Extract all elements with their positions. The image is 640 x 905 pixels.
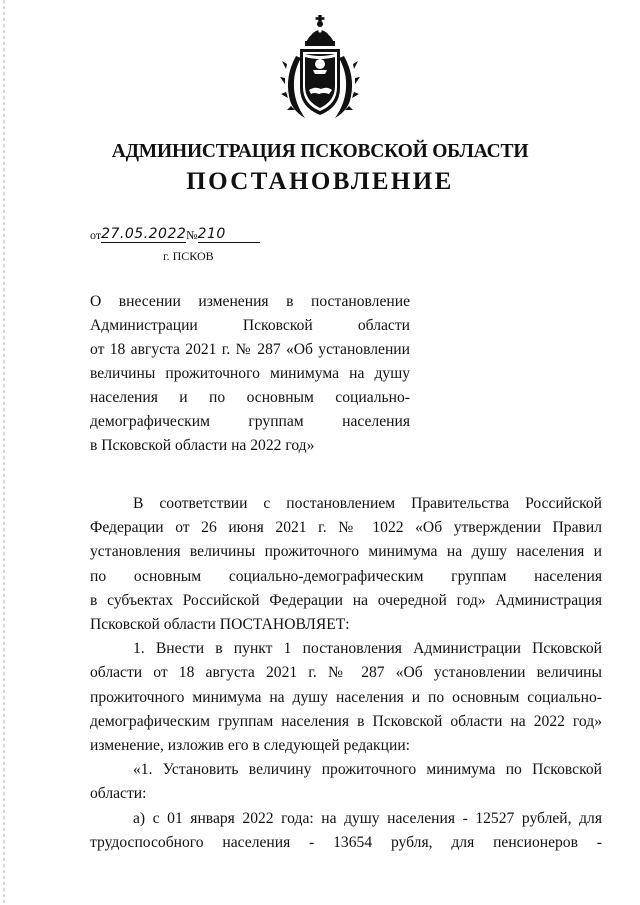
body-line: Псковской области ПОСТАНОВЛЯЕТ:	[90, 616, 350, 634]
body-line: В соответствии с постановлением Правительства Российской	[133, 495, 602, 512]
subject-line: Администрации Псковской области	[90, 317, 410, 334]
document-body	[90, 492, 602, 855]
body-line: области от 18 августа 2021 г. № 287 «Об установлении величины	[90, 664, 602, 682]
date-value: 27.05.2022	[101, 226, 187, 242]
body-line: прожиточного минимума на душу населения и по основным социально-	[90, 688, 602, 706]
body-line: установления величины прожиточного минимума на душу населения и	[90, 543, 602, 561]
body-line: «1. Установить величину прожиточного минимума по Псковской	[133, 761, 602, 779]
body-line: изменение, изложив его в следующей редакции:	[90, 737, 410, 755]
subject-line: населения и по основным социально-	[90, 389, 410, 406]
body-line: Федерации от 26 июня 2021 г. № 1022 «Об утверждении Правил	[90, 519, 602, 537]
subject-line: О внесении изменения в постановление	[90, 293, 410, 310]
number-value: 210	[198, 226, 260, 243]
document-date-number	[90, 226, 260, 242]
organization-title: АДМИНИСТРАЦИЯ ПСКОВСКОЙ ОБЛАСТИ	[111, 141, 529, 162]
pskov-coat-of-arms-icon	[279, 14, 361, 124]
scan-edge	[3, 0, 5, 905]
body-line: области:	[90, 785, 147, 803]
body-line: 1. Внести в пункт 1 постановления Администрации Псковской	[133, 640, 602, 658]
subject-line: демографическим группам населения	[90, 413, 410, 430]
subject-line: величины прожиточного минимума на душу	[90, 365, 410, 382]
number-prefix: №	[186, 228, 198, 242]
body-line: а) с 01 января 2022 года: на душу населения - 12527 рублей, для	[133, 809, 602, 827]
body-line: в субъектах Российской Федерации на очередной год» Администрация	[90, 591, 602, 609]
city-label: г. ПСКОВ	[163, 249, 214, 263]
document-subject	[90, 290, 410, 458]
document-type-title: ПОСТАНОВЛЕНИЕ	[186, 168, 454, 195]
body-line: демографическим группам населения в Псковской области на 2022 год»	[90, 712, 602, 730]
body-line: по основным социально-демографическим группам населения	[90, 567, 602, 585]
subject-line: в Псковской области на 2022 год»	[90, 437, 315, 454]
subject-line: от 18 августа 2021 г. № 287 «Об установлении	[90, 341, 410, 358]
body-line: трудоспособного населения - 13654 рубля, для пенсионеров -	[90, 833, 602, 851]
date-prefix: от	[90, 228, 102, 242]
